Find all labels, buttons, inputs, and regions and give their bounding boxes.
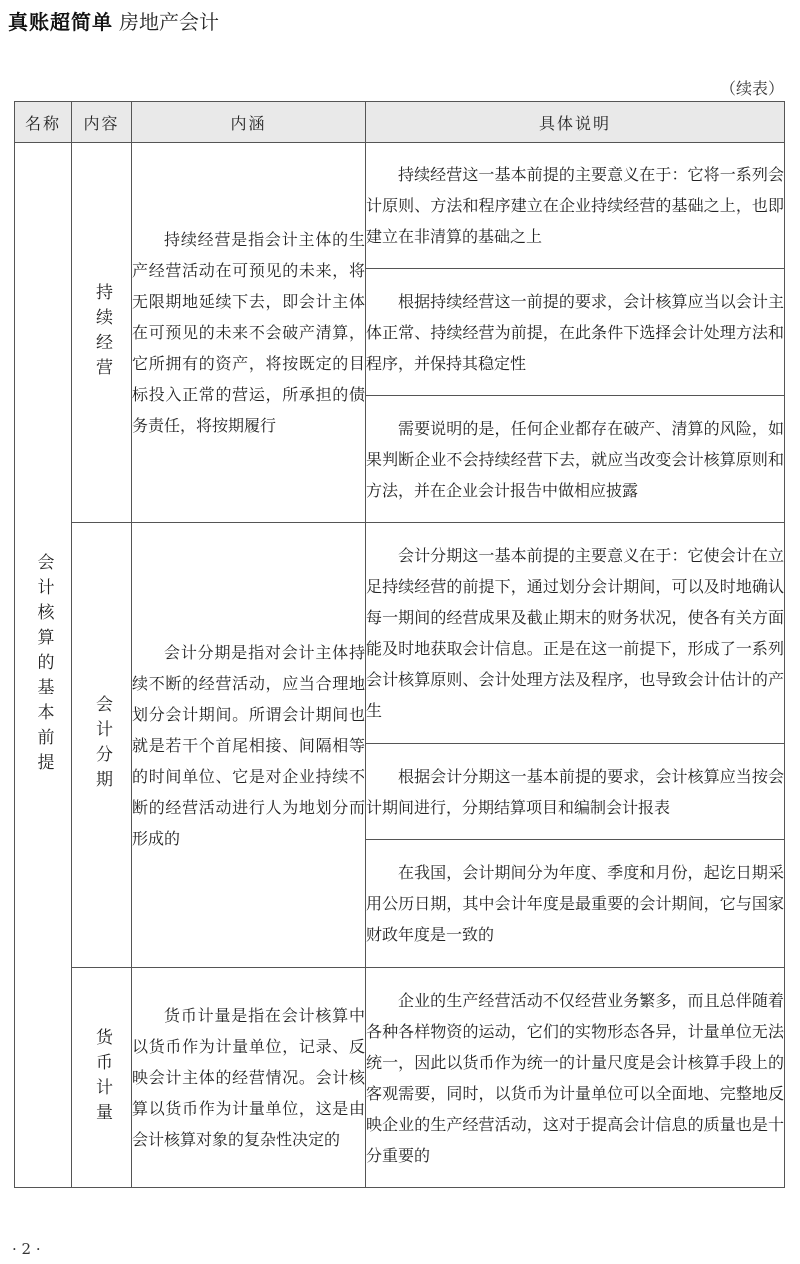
explanation-text: 需要说明的是，任何企业都存在破产、清算的风险，如果判断企业不会持续经营下去，就应当改变会计核算原则和方法，并在企业会计报告中做相应披露 — [366, 418, 784, 500]
explanation-cell — [366, 968, 785, 1188]
table-row — [15, 143, 785, 269]
header-definition: 内涵 — [132, 102, 366, 143]
explanation-text: 根据持续经营这一前提的要求，会计核算应当以会计主体正常、持续经营为前提，在此条件下选择会计处理方法和程序，并保持其稳定性 — [366, 291, 784, 373]
explanation-cell — [366, 143, 785, 269]
definition-cell — [132, 523, 366, 968]
book-title: 房地产会计 — [119, 10, 219, 34]
explanation-cell — [366, 523, 785, 744]
definition-cell — [132, 143, 366, 523]
item-cell-monetary-measurement — [72, 968, 132, 1188]
explanation-text: 企业的生产经营活动不仅经营业务繁多，而且总伴随着各种各样物资的运动，它们的实物形态各异，计量单位无法统一，因此以货币作为统一的计量尺度是会计核算手段上的客观需要，同时，以货币为计量单位可以全面地、完整地反映企业的生产经营活动，这对于提高会计信息的质量也是十分重要的 — [366, 990, 784, 1165]
item-label: 持续经营 — [92, 282, 112, 383]
explanation-text: 根据会计分期这一基本前提的要求，会计核算应当按会计期间进行，分期结算项目和编制会计报表 — [366, 766, 784, 817]
item-cell-accounting-period — [72, 523, 132, 968]
definition-text: 会计分期是指对会计主体持续不断的经营活动，应当合理地划分会计期间。所谓会计期间也就是若干个首尾相接、间隔相等的时间单位、它是对企业持续不断的经营活动进行人为地划分而形成的 — [132, 642, 365, 848]
continued-label: （续表） — [719, 79, 784, 98]
page-number: · 2 · — [12, 1240, 41, 1258]
category-label: 会计核算的基本前提 — [33, 552, 54, 778]
item-cell-going-concern — [72, 143, 132, 523]
table-row — [15, 523, 785, 744]
definition-text: 货币计量是指在会计核算中以货币作为计量单位，记录、反映会计主体的经营情况。会计核算以货币作为计量单位，这是由会计核算对象的复杂性决定的 — [132, 1006, 365, 1149]
category-cell — [15, 143, 72, 1188]
explanation-cell — [366, 396, 785, 523]
explanation-cell — [366, 744, 785, 840]
table-row — [15, 968, 785, 1188]
explanation-cell — [366, 840, 785, 968]
definition-text: 持续经营是指会计主体的生产经营活动在可预见的未来，将无限期地延续下去，即会计主体在可预见的未来不会破产清算，它所拥有的资产，将按既定的目标投入正常的营运，所承担的债务责任，将按期履行 — [132, 230, 365, 435]
explanation-cell — [366, 269, 785, 396]
header-explanation: 具体说明 — [366, 102, 785, 143]
book-series-title: 真账超简单 — [8, 10, 113, 34]
item-label: 会计分期 — [92, 695, 112, 795]
accounting-premises-table — [14, 101, 785, 1188]
page-header — [8, 6, 219, 38]
explanation-text: 持续经营这一基本前提的主要意义在于：它将一系列会计原则、方法和程序建立在企业持续经营的基础之上，也即建立在非清算的基础之上 — [366, 165, 784, 246]
explanation-text: 会计分期这一基本前提的主要意义在于：它使会计在立足持续经营的前提下，通过划分会计期间，可以及时地确认每一期间的经营成果及截止期末的财务状况，使各有关方面能及时地获取会计信息。正是在这一前提下，形成了一系列会计核算原则、会计处理方法及程序，也导致会计估计的产生 — [366, 546, 784, 720]
item-label: 货币计量 — [92, 1027, 112, 1128]
definition-cell — [132, 968, 366, 1188]
header-name: 名称 — [15, 102, 72, 143]
header-content: 内容 — [72, 102, 132, 143]
explanation-text: 在我国，会计期间分为年度、季度和月份，起讫日期采用公历日期，其中会计年度是最重要的会计期间，它与国家财政年度是一致的 — [366, 863, 784, 944]
table-header-row — [15, 102, 785, 143]
